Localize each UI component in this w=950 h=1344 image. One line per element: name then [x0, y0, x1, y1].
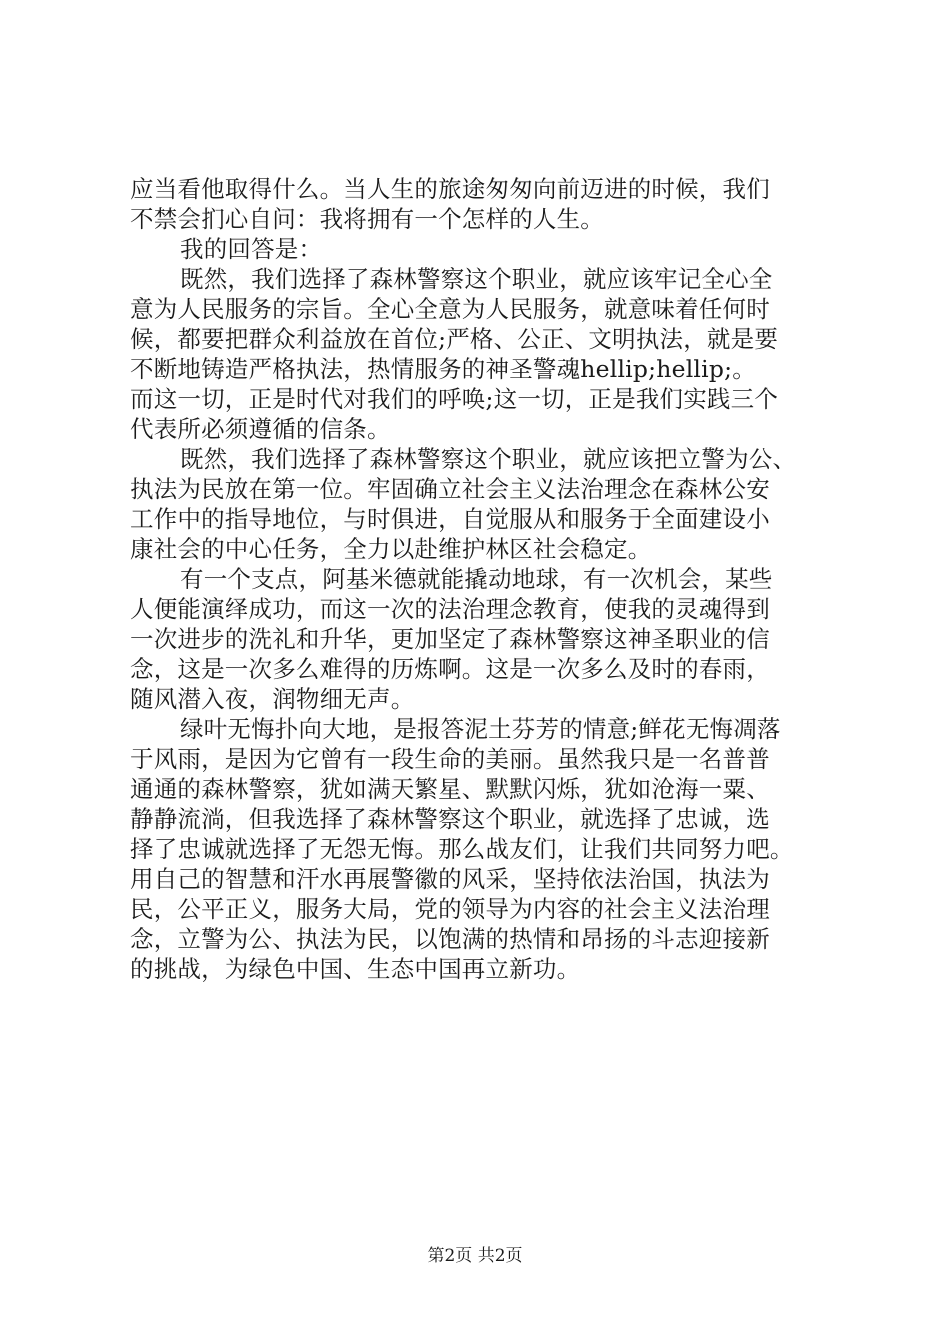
text-line: 一次进步的洗礼和升华，更加坚定了森林警察这神圣职业的信 — [130, 625, 770, 653]
text-line: 通通的森林警察，犹如满天繁星、默默闪烁，犹如沧海一粟、 — [130, 775, 770, 803]
text-line: 的挑战，为绿色中国、生态中国再立新功。 — [130, 955, 581, 983]
text-line: 静静流淌，但我选择了森林警察这个职业，就选择了忠诚，选 — [130, 805, 770, 833]
text-line: 有一个支点，阿基米德就能撬动地球，有一次机会，某些 — [180, 565, 773, 593]
text-line: 不禁会扪心自问：我将拥有一个怎样的人生。 — [130, 205, 604, 233]
text-line: 民，公平正义，服务大局，党的领导为内容的社会主义法治理 — [130, 895, 770, 923]
text-line: 择了忠诚就选择了无怨无悔。那么战友们，让我们共同努力吧。 — [130, 835, 794, 863]
document-body — [130, 174, 830, 984]
text-line: 而这一切，正是时代对我们的呼唤;这一切，正是我们实践三个 — [130, 385, 779, 413]
text-line: 意为人民服务的宗旨。全心全意为人民服务，就意味着任何时 — [130, 295, 770, 323]
text-line: 念，这是一次多么难得的历炼啊。这是一次多么及时的春雨， — [130, 655, 770, 683]
text-line: 既然，我们选择了森林警察这个职业，就应该牢记全心全 — [180, 265, 773, 293]
text-line: 康社会的中心任务，全力以赴维护林区社会稳定。 — [130, 535, 652, 563]
text-line: 我的回答是： — [180, 235, 323, 263]
text-line: 不断地铸造严格执法，热情服务的神圣警魂hellip;hellip;。 — [130, 355, 756, 383]
text-line: 绿叶无悔扑向大地，是报答泥土芬芳的情意;鲜花无悔凋落 — [180, 715, 781, 743]
text-line: 候，都要把群众利益放在首位;严格、公正、文明执法，就是要 — [130, 325, 779, 353]
text-line: 念，立警为公、执法为民，以饱满的热情和昂扬的斗志迎接新 — [130, 925, 770, 953]
text-line: 工作中的指导地位，与时俱进，自觉服从和服务于全面建设小 — [130, 505, 770, 533]
page-number-footer: 第2页 共2页 — [427, 1246, 523, 1266]
text-line: 既然，我们选择了森林警察这个职业，就应该把立警为公、 — [180, 445, 797, 473]
text-line: 代表所必须遵循的信条。 — [130, 415, 391, 443]
text-line: 执法为民放在第一位。牢固确立社会主义法治理念在森林公安 — [130, 475, 770, 503]
text-line: 应当看他取得什么。当人生的旅途匆匆向前迈进的时候，我们 — [130, 175, 770, 203]
text-line: 于风雨，是因为它曾有一段生命的美丽。虽然我只是一名普普 — [130, 745, 770, 773]
text-line: 用自己的智慧和汗水再展警徽的风采，坚持依法治国，执法为 — [130, 865, 770, 893]
text-line: 人便能演绎成功，而这一次的法治理念教育，使我的灵魂得到 — [130, 595, 770, 623]
text-line: 随风潜入夜，润物细无声。 — [130, 685, 415, 713]
